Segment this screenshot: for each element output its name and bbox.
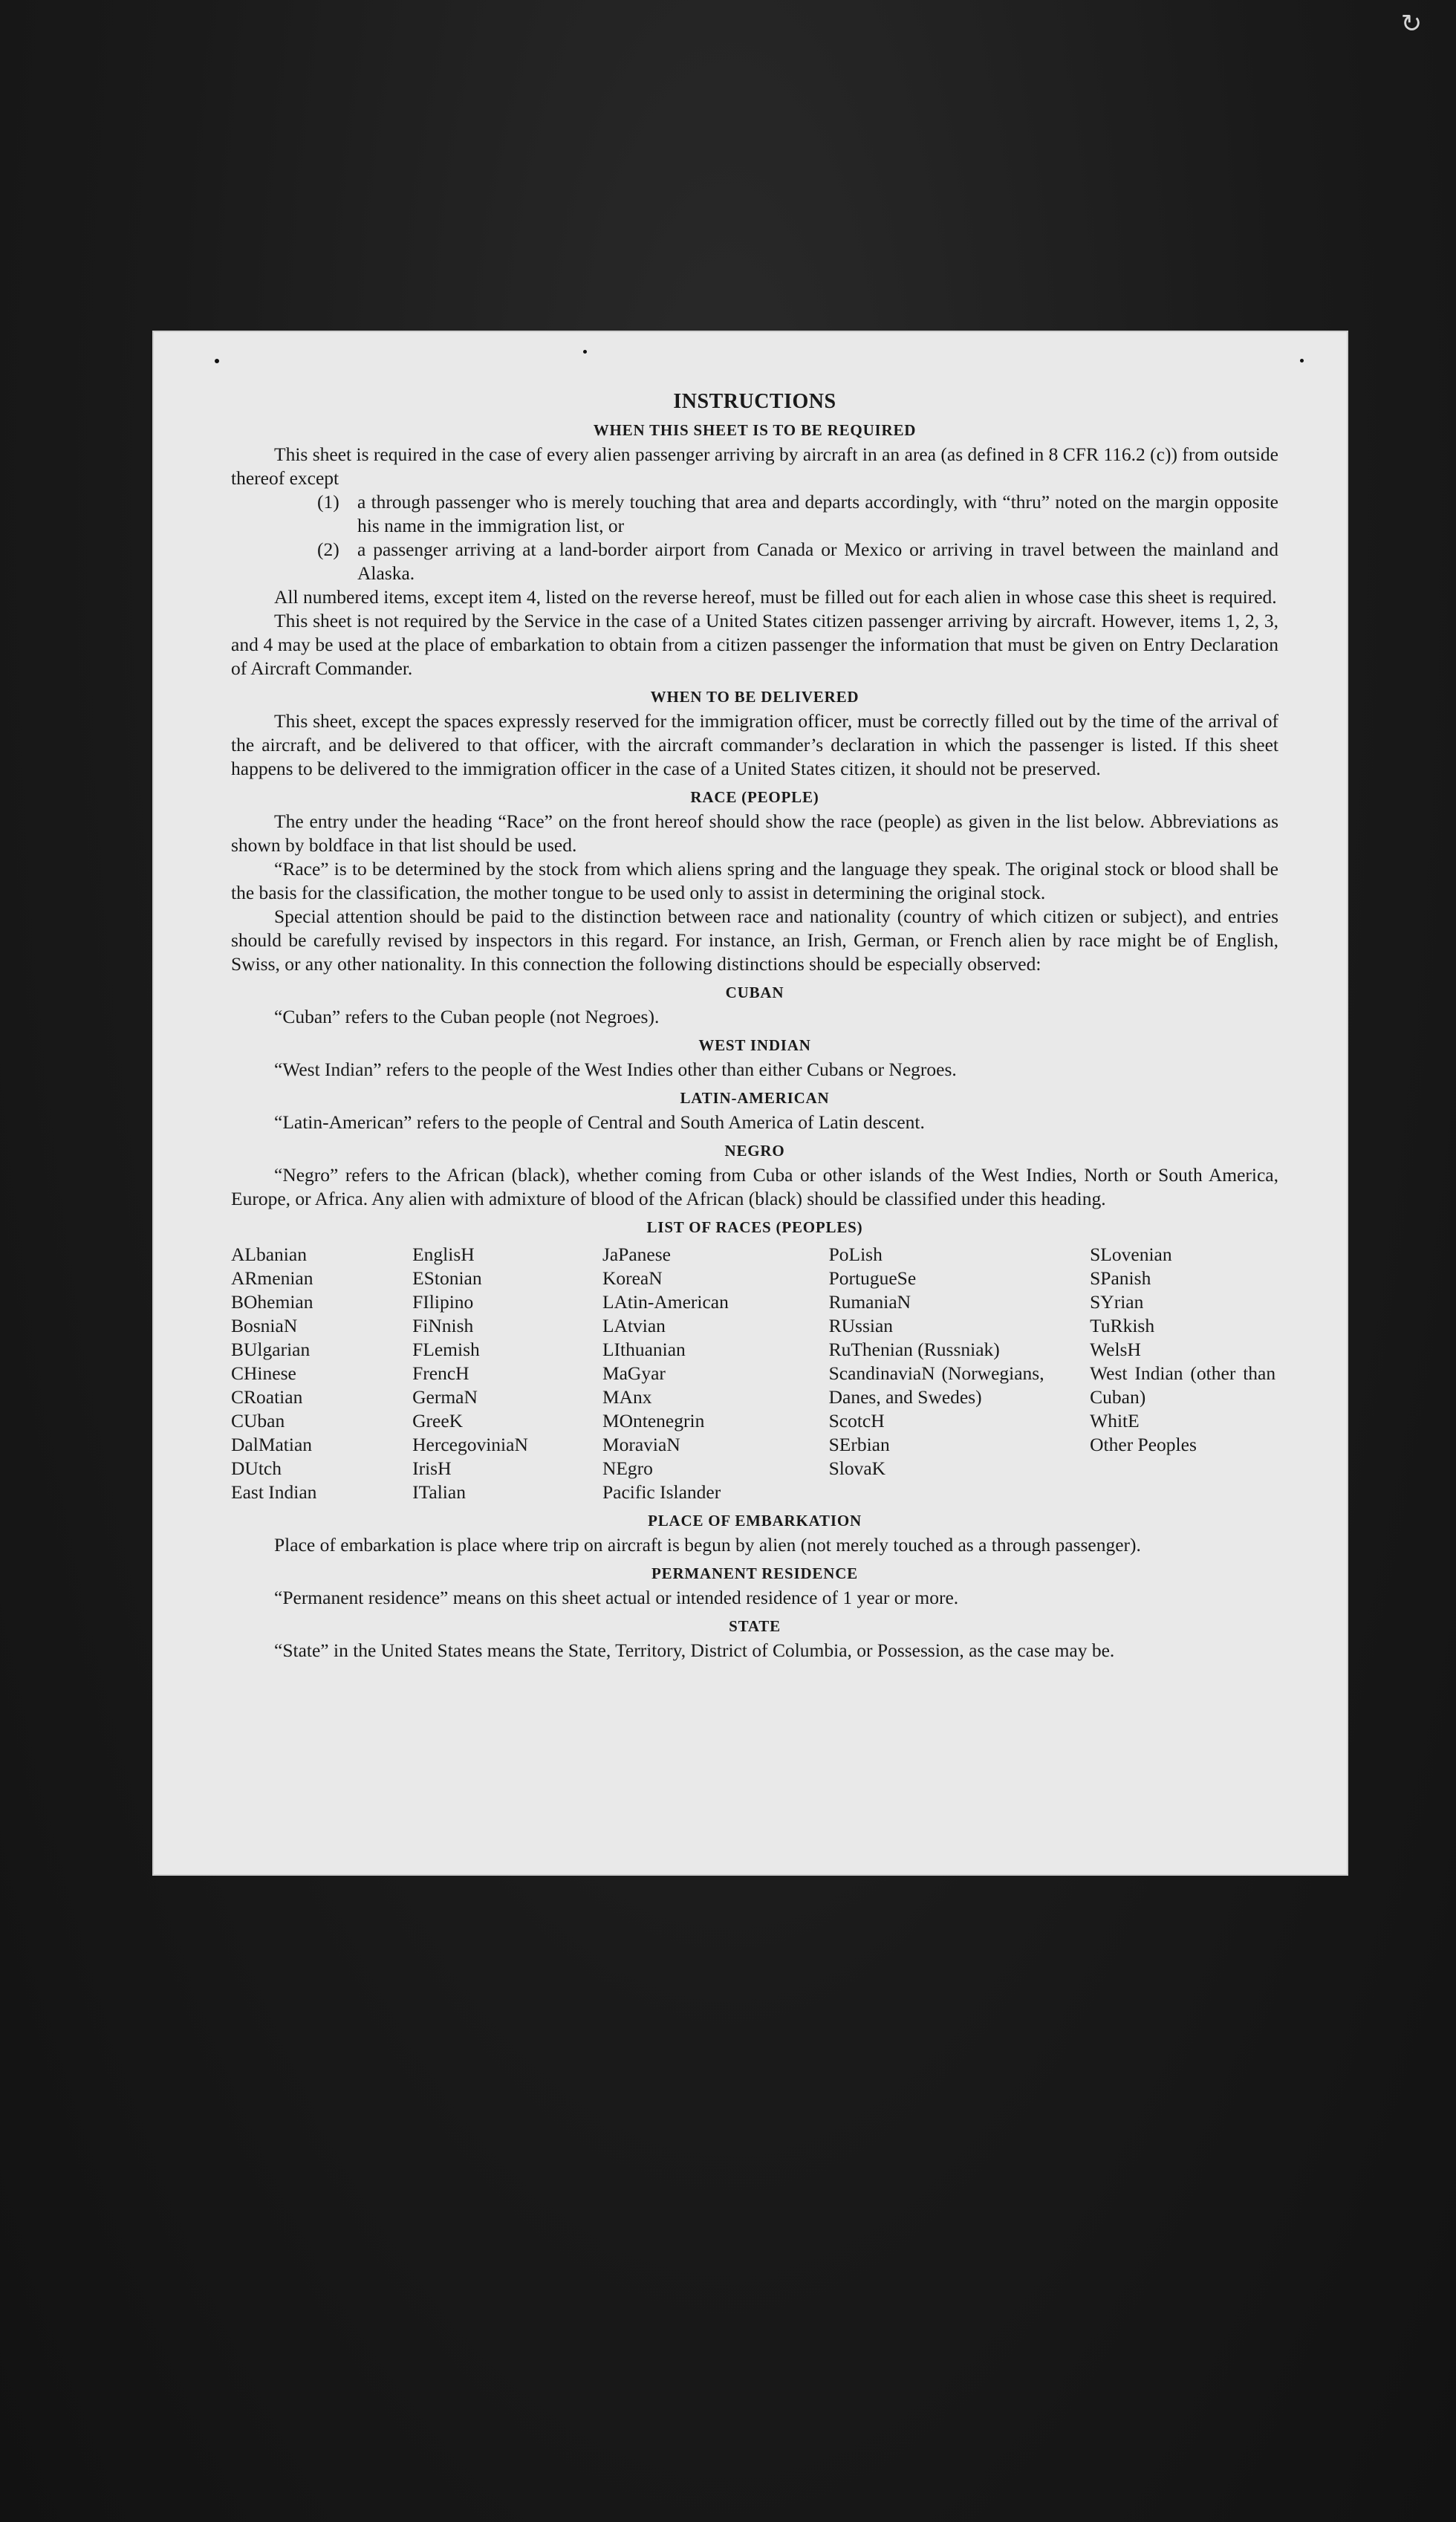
race-entry: LAtin-American — [602, 1291, 729, 1313]
race-column-3 — [602, 1243, 829, 1504]
exception-item — [317, 490, 1278, 538]
latin-american-paragraph: “Latin-American” refers to the people of Central and South America of Latin descent. — [274, 1111, 925, 1133]
exception-list — [231, 490, 1278, 585]
race-entry: GreeK — [412, 1410, 464, 1431]
race-column-5 — [1090, 1243, 1278, 1504]
race-entry: ITalian — [412, 1481, 466, 1503]
exception-number: (1) — [317, 491, 339, 513]
race-column-2 — [412, 1243, 602, 1504]
west-indian-paragraph: “West Indian” refers to the people of the West Indies other than either Cubans or Negroes. — [274, 1059, 957, 1080]
race-paragraph-3: Special attention should be paid to the distinction between race and nationality (country of which citizen or subject), and entries should be carefully revised by inspectors in this regard. For instance, an Irish, German, or French alien by race might be of English, Swiss, or any other nationality. In this connection the following distinctions should be especially observed: — [231, 906, 1278, 975]
race-entry: IrisH — [412, 1457, 452, 1479]
scanner-mark-icon: ↻ — [1400, 9, 1423, 39]
required-paragraph-2: All numbered items, except item 4, listed on the reverse hereof, must be filled out for each alien in whose case this sheet is required. — [274, 586, 1277, 608]
race-entry: DUtch — [231, 1457, 282, 1479]
race-paragraph-2: “Race” is to be determined by the stock from which aliens spring and the language they speak. The original stock or blood shall be the basis for the classification, the mother tongue to be used only to assist in determining the original stock. — [231, 858, 1278, 903]
race-entry: SPanish — [1090, 1267, 1151, 1289]
section-heading-race: RACE (PEOPLE) — [690, 788, 819, 806]
race-paragraph-1: The entry under the heading “Race” on the front hereof should show the race (people) as given in the list below. Abbreviations as shown by boldface in that list should be used. — [231, 810, 1278, 856]
page-title: INSTRUCTIONS — [673, 390, 836, 413]
race-entry: BOhemian — [231, 1291, 313, 1313]
race-entry: BosniaN — [231, 1315, 298, 1336]
instruction-sheet — [152, 331, 1348, 1876]
race-entry: SYrian — [1090, 1291, 1144, 1313]
race-list — [231, 1243, 1278, 1504]
race-entry: Other Peoples — [1090, 1434, 1197, 1455]
race-entry: GermaN — [412, 1386, 478, 1408]
race-entry: BUlgarian — [231, 1339, 311, 1360]
section-heading-required: WHEN THIS SHEET IS TO BE REQUIRED — [593, 421, 917, 439]
race-entry: EStonian — [412, 1267, 482, 1289]
exception-item — [317, 538, 1278, 585]
instructions-content — [231, 390, 1278, 1663]
embarkation-paragraph: Place of embarkation is place where trip on aircraft is begun by alien (not merely touched as a through passenger). — [274, 1534, 1141, 1556]
race-entry: EnglisH — [412, 1244, 475, 1265]
race-entry: FrencH — [412, 1362, 469, 1384]
race-entry: FiNnish — [412, 1315, 474, 1336]
race-entry: Pacific Islander — [602, 1481, 721, 1503]
residence-paragraph: “Permanent residence” means on this sheet actual or intended residence of 1 year or more. — [274, 1587, 959, 1608]
section-heading-list-of-races: LIST OF RACES (PEOPLES) — [646, 1218, 863, 1236]
race-entry: DalMatian — [231, 1434, 313, 1455]
race-entry: ALbanian — [231, 1244, 307, 1265]
race-entry: MoraviaN — [602, 1434, 680, 1455]
section-heading-west-indian: WEST INDIAN — [698, 1036, 811, 1054]
race-entry: ScandinaviaN (Norwegians, Danes, and Swedes) — [828, 1362, 1044, 1408]
race-entry: ScotcH — [828, 1410, 885, 1431]
race-entry: FIlipino — [412, 1291, 474, 1313]
race-entry: NEgro — [602, 1457, 653, 1479]
section-heading-delivered: WHEN TO BE DELIVERED — [650, 688, 859, 706]
race-entry: SlovaK — [828, 1457, 886, 1479]
negro-paragraph: “Negro” refers to the African (black), whether coming from Cuba or other islands of the West Indies, North or South America, Europe, or Africa. Any alien with admixture of blood of the African (black) should be classified under this heading. — [231, 1164, 1278, 1209]
race-entry: MAnx — [602, 1386, 652, 1408]
speck-mark — [215, 359, 219, 363]
race-entry: PoLish — [828, 1244, 883, 1265]
state-paragraph: “State” in the United States means the State, Territory, District of Columbia, or Possession, as the case may be. — [274, 1639, 1115, 1661]
required-paragraph-1: This sheet is required in the case of every alien passenger arriving by aircraft in an area (as defined in 8 CFR 116.2 (c)) from outside thereof except — [231, 443, 1278, 489]
race-entry: HercegoviniaN — [412, 1434, 528, 1455]
race-entry: CRoatian — [231, 1386, 303, 1408]
race-entry: RumaniaN — [828, 1291, 911, 1313]
section-heading-negro: NEGRO — [724, 1142, 785, 1160]
race-entry: WelsH — [1090, 1339, 1141, 1360]
race-entry: LAtvian — [602, 1315, 666, 1336]
cuban-paragraph: “Cuban” refers to the Cuban people (not Negroes). — [274, 1006, 660, 1027]
section-heading-embarkation: PLACE OF EMBARKATION — [648, 1512, 862, 1530]
race-entry: WhitE — [1090, 1410, 1140, 1431]
race-entry: CUban — [231, 1410, 285, 1431]
race-entry: SErbian — [828, 1434, 890, 1455]
exception-text: a passenger arriving at a land-border airport from Canada or Mexico or arriving in travel between the mainland and Alaska. — [357, 539, 1278, 584]
race-entry: TuRkish — [1090, 1315, 1155, 1336]
race-entry: ARmenian — [231, 1267, 313, 1289]
race-entry: RUssian — [828, 1315, 894, 1336]
race-entry: LIthuanian — [602, 1339, 686, 1360]
required-paragraph-3: This sheet is not required by the Service in the case of a United States citizen passenger arriving by aircraft. However, items 1, 2, 3, and 4 may be used at the place of embarkation to obtain from a citizen passenger the information that must be given on Entry Declaration of Aircraft Commander. — [231, 610, 1278, 679]
section-heading-residence: PERMANENT RESIDENCE — [651, 1564, 858, 1582]
race-entry: CHinese — [231, 1362, 296, 1384]
race-column-4 — [829, 1243, 1091, 1504]
race-entry: JaPanese — [602, 1244, 671, 1265]
race-entry: PortugueSe — [828, 1267, 917, 1289]
race-entry: FLemish — [412, 1339, 480, 1360]
section-heading-state: STATE — [729, 1617, 781, 1635]
race-entry: RuThenian (Russniak) — [828, 1339, 1000, 1360]
exception-text: a through passenger who is merely touching that area and departs accordingly, with “thru” noted on the margin opposite his name in the immigration list, or — [357, 491, 1278, 536]
delivered-paragraph: This sheet, except the spaces expressly reserved for the immigration officer, must be correctly filled out by the time of the arrival of the aircraft, and be delivered to that officer, with the aircraft commander’s declaration in which the passenger is listed. If this sheet happens to be delivered to the immigration officer in the case of a United States citizen, it should not be preserved. — [231, 710, 1278, 779]
race-column-1 — [231, 1243, 412, 1504]
race-entry: MOntenegrin — [602, 1410, 705, 1431]
race-entry: West Indian (other than Cuban) — [1090, 1362, 1276, 1408]
section-heading-cuban: CUBAN — [725, 984, 784, 1001]
exception-number: (2) — [317, 539, 339, 560]
race-entry: SLovenian — [1090, 1244, 1172, 1265]
speck-mark — [583, 350, 587, 354]
speck-mark — [1300, 359, 1304, 363]
section-heading-latin-american: LATIN-AMERICAN — [680, 1089, 830, 1107]
race-entry: KoreaN — [602, 1267, 663, 1289]
race-entry: East Indian — [231, 1481, 317, 1503]
race-entry: MaGyar — [602, 1362, 666, 1384]
